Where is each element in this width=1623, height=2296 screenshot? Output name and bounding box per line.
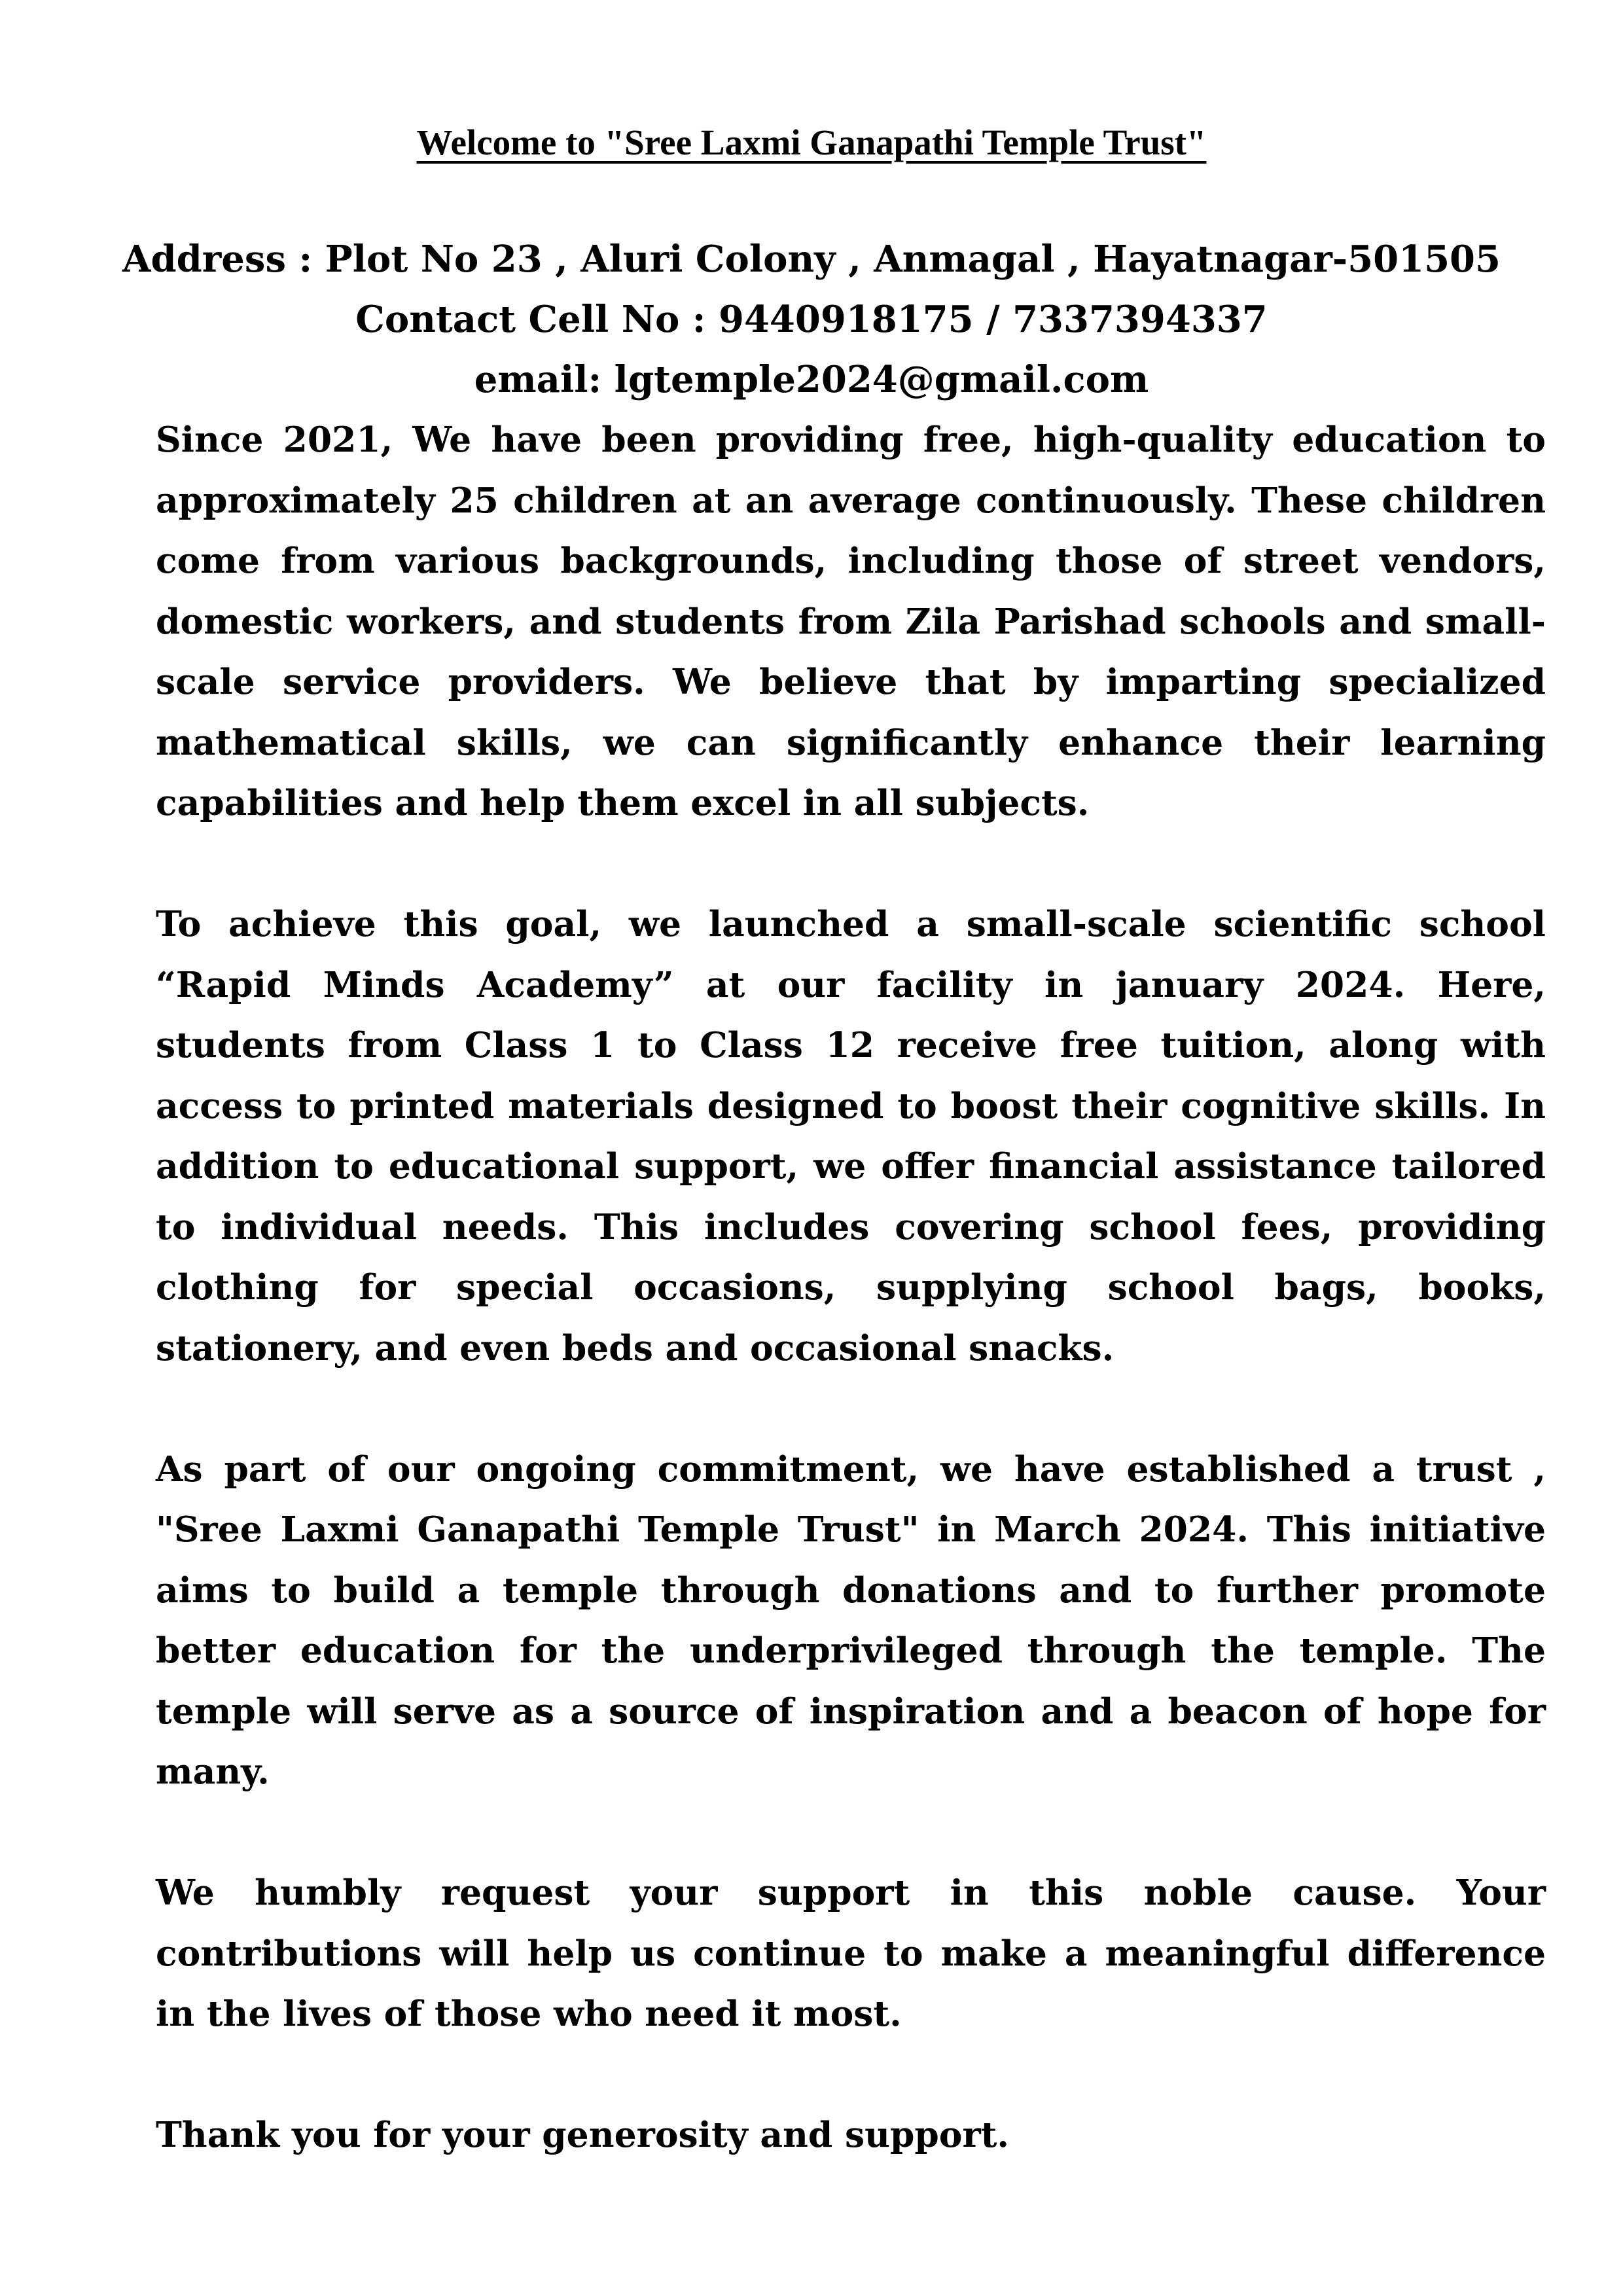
page-title: Welcome to "Sree Laxmi Ganapathi Temple Trust" — [416, 122, 1207, 162]
address-line: Address : Plot No 23 , Aluri Colony , Anmagal , Hayatnagar-501505 — [122, 238, 1501, 281]
paragraph-education: Since 2021, We have been providing free, high-quality education to approximately 25 children at an average continuously. These children come from various backgrounds, including those of street vendors, domestic workers, and students from Zila Parishad schools and small-scale service providers. We believe that by imparting specialized mathematical skills, we can significantly enhance their learning capabilities and help them excel in all subjects. — [156, 419, 1546, 823]
paragraph-trust: As part of our ongoing commitment, we have established a trust , "Sree Laxmi Ganapathi Temple Trust" in March 2024. This initiative aims to build a temple through donations and to further promote better education for the underprivileged through the temple. The temple will serve as a source of inspiration and a beacon of hope for many. — [156, 1448, 1546, 1792]
body-text — [156, 410, 1546, 2166]
paragraph-request: We humbly request your support in this noble cause. Your contributions will help us continue to make a meaningful difference in the lives of those who need it most. — [156, 1872, 1546, 2034]
paragraph-academy: To achieve this goal, we launched a small-scale scientific school “Rapid Minds Academy” at our facility in january 2024. Here, students from Class 1 to Class 12 receive free tuition, along with access to printed materials designed to boost their cognitive skills. In addition to educational support, we offer financial assistance tailored to individual needs. This includes covering school fees, providing clothing for special occasions, supplying school bags, books, stationery, and even beds and occasional snacks. — [156, 903, 1546, 1369]
email-line: email: lgtemple2024@gmail.com — [474, 358, 1149, 401]
contact-line: Contact Cell No : 9440918175 / 7337394337 — [355, 298, 1268, 341]
paragraph-thanks: Thank you for your generosity and support. — [156, 2114, 1010, 2155]
